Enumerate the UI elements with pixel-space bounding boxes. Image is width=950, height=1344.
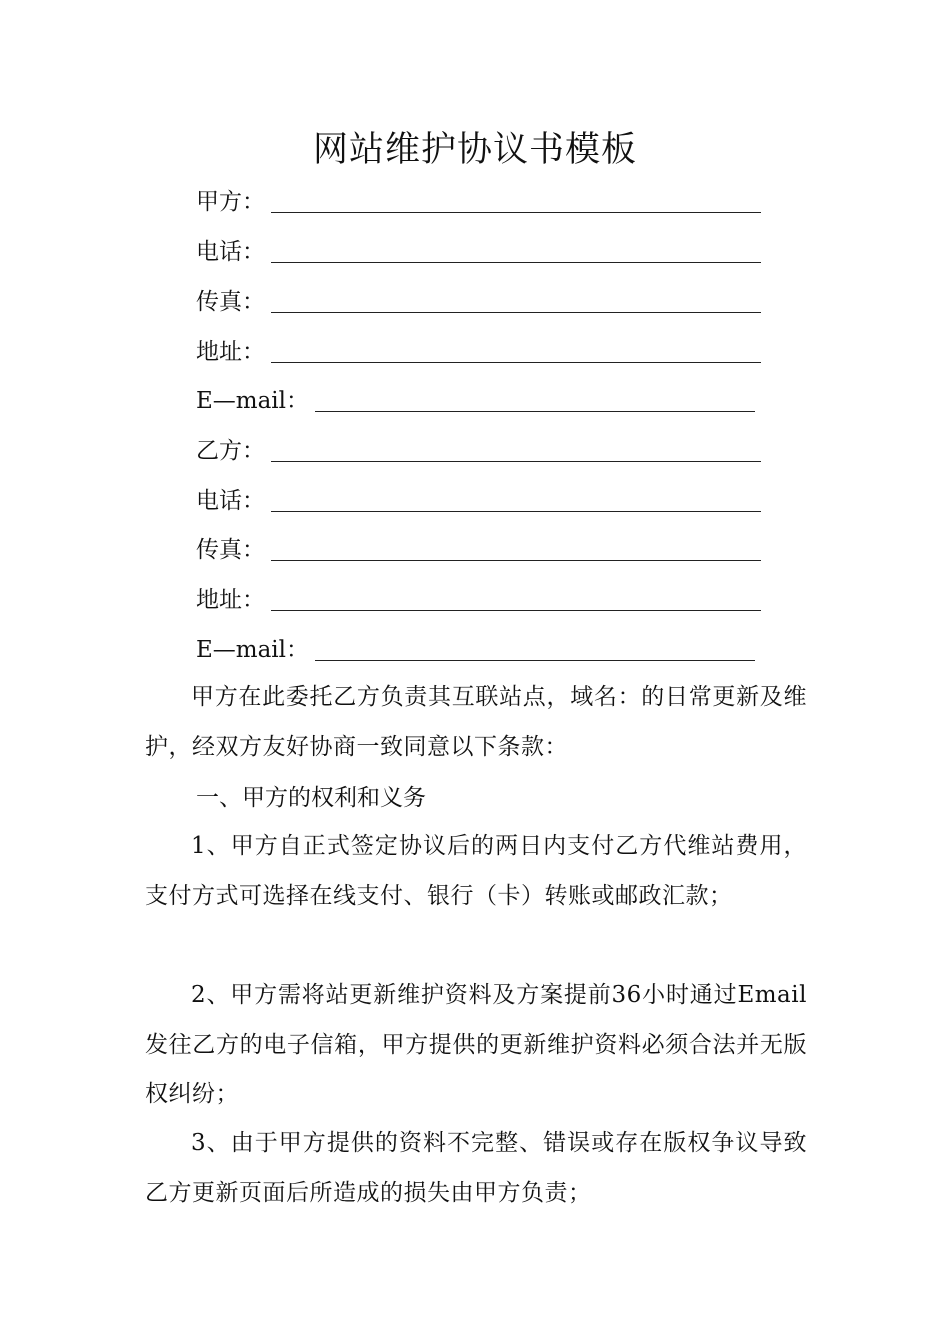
party-b-name-field [196,431,761,465]
party-a-phone-blank [271,238,761,263]
party-b-fax-label: 传真： [196,537,265,563]
party-a-email-label: E—mail： [196,388,310,414]
party-b-address-field [196,580,761,614]
party-b-phone-label: 电话： [196,488,265,514]
party-a-name-blank [271,188,761,213]
party-a-name-field [196,182,761,216]
party-a-fax-field [196,282,761,316]
party-a-email-blank [315,387,755,412]
clause-3: 3、由于甲方提供的资料不完整、错误或存在版权争议导致乙方更新页面后所造成的损失由甲方负责； [145,1130,807,1206]
party-b-email-field [196,630,755,664]
document-title: 网站维护协议书模板 [312,130,637,170]
party-b-phone-field [196,481,761,515]
party-b-name-label: 乙方： [196,438,265,464]
party-b-address-blank [271,586,761,611]
party-a-phone-label: 电话： [196,239,265,265]
clause-1: 1、甲方自正式签定协议后的两日内支付乙方代维站费用，支付方式可选择在线支付、银行（卡）转账或邮政汇款； [145,833,807,909]
intro-paragraph: 甲方在此委托乙方负责其互联站点，域名：的日常更新及维护，经双方友好协商一致同意以下条款： [145,684,807,760]
party-a-phone-field [196,232,761,266]
party-b-address-label: 地址： [196,587,265,613]
party-a-fax-label: 传真： [196,289,265,315]
party-a-address-field [196,332,761,366]
party-b-phone-blank [271,487,761,512]
party-a-fax-blank [271,288,761,313]
party-b-email-label: E—mail： [196,637,310,663]
party-b-email-blank [315,636,755,661]
party-a-address-blank [271,338,761,363]
party-a-address-label: 地址： [196,339,265,365]
party-b-fax-blank [271,536,761,561]
clause-2: 2、甲方需将站更新维护资料及方案提前36小时通过Email发往乙方的电子信箱，甲方提供的更新维护资料必须合法并无版权纠纷； [145,982,807,1107]
party-a-name-label: 甲方： [196,189,265,215]
section-1-heading: 一、甲方的权利和义务 [196,785,426,811]
party-b-name-blank [271,437,761,462]
party-a-email-field [196,381,755,415]
party-b-fax-field [196,530,761,564]
